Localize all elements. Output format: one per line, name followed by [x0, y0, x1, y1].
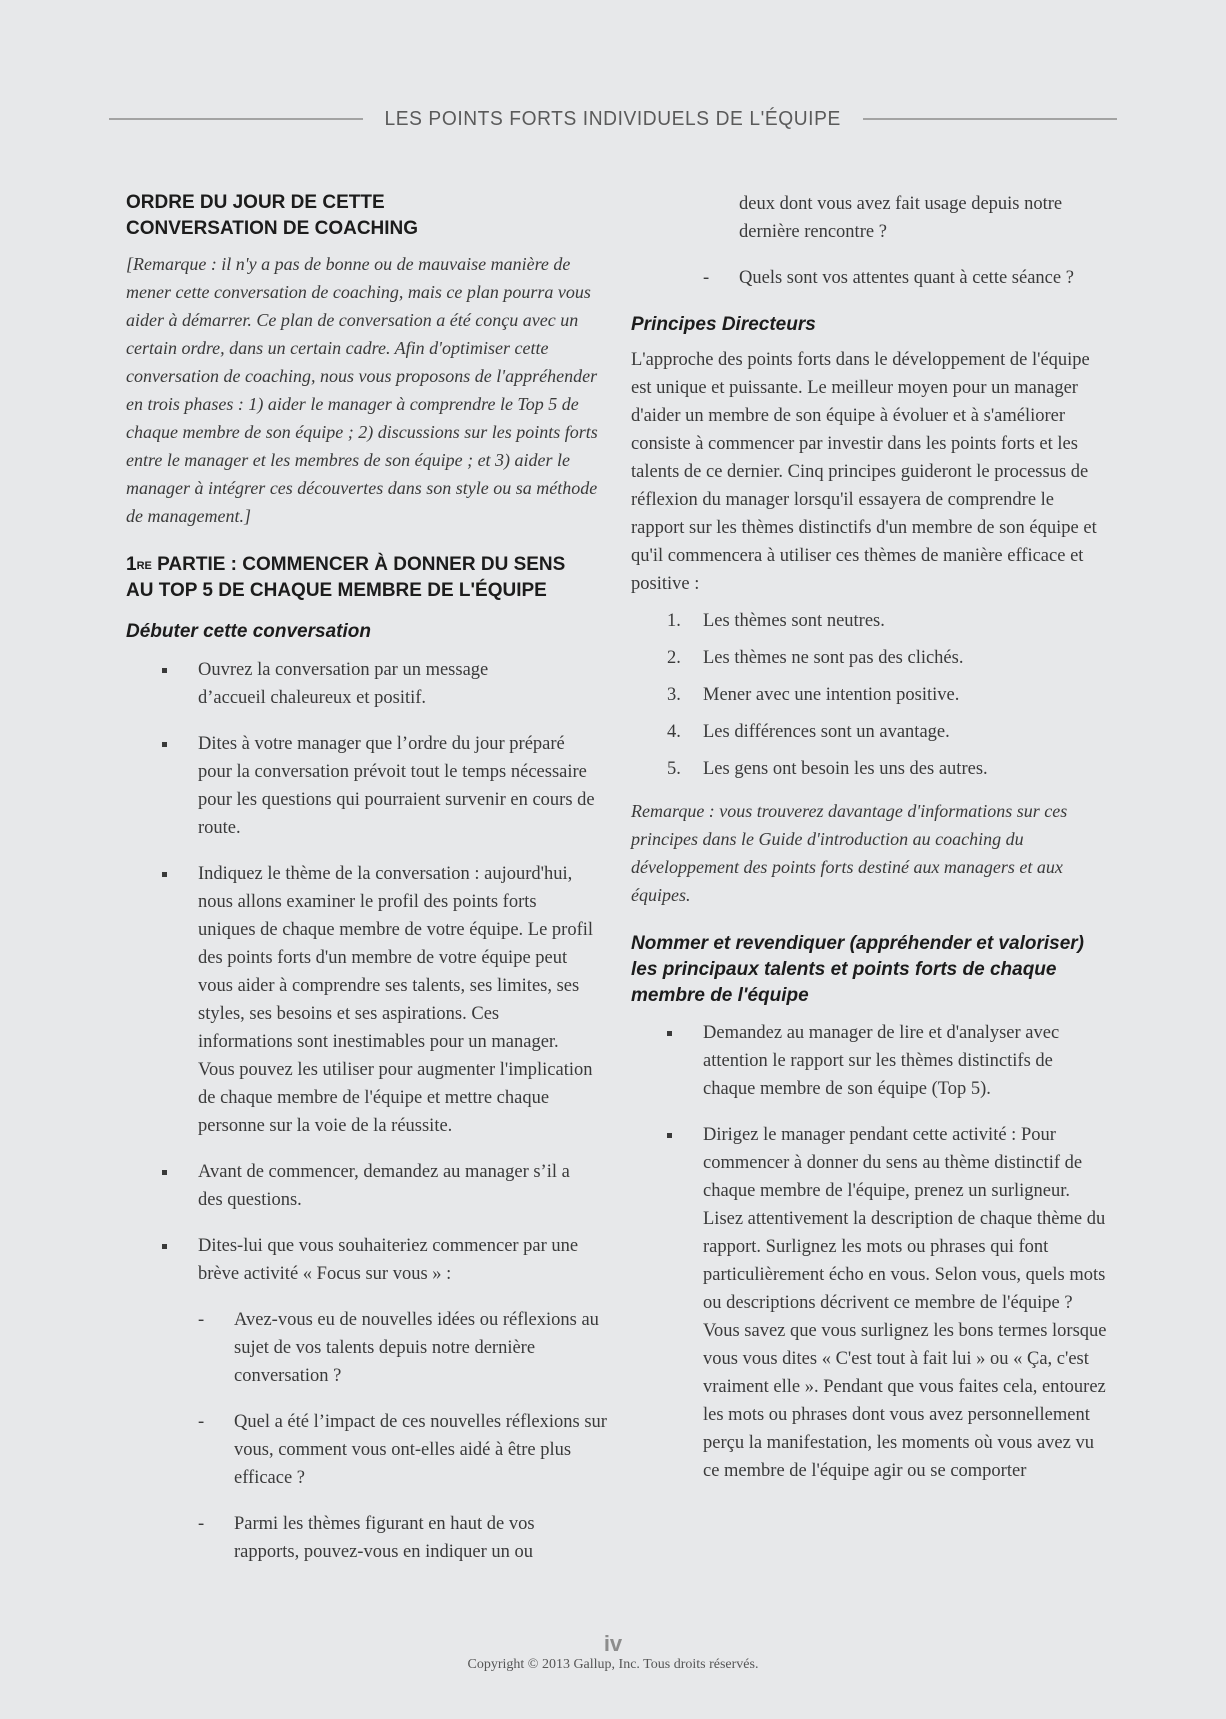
principle-item [631, 644, 1121, 672]
part1-number: 1 [126, 554, 137, 575]
principle-text: Mener avec une intention positive. [703, 685, 960, 705]
right-column [631, 190, 1121, 1503]
principle-item [631, 607, 1121, 635]
list-item [126, 860, 616, 1140]
list-item-text: Parmi les thèmes figurant en haut de vos rapports, pouvez-vous en indiquer un ou [234, 1514, 535, 1562]
bullet-icon [162, 742, 167, 747]
list-item [631, 1121, 1121, 1485]
name-claim-bullets [631, 1019, 1121, 1485]
principle-item [631, 755, 1121, 783]
left-column [126, 190, 616, 1584]
principle-number: 5. [667, 759, 681, 779]
list-item [126, 1232, 616, 1288]
list-item [126, 1408, 616, 1492]
principle-number: 2. [667, 648, 681, 668]
principle-item [631, 681, 1121, 709]
name-claim-title: Nommer et revendiquer (appréhender et valoriser) les principaux talents et points forts de chaque membre de l'équipe [631, 933, 1084, 1006]
dash-icon: - [703, 268, 710, 288]
list-item-text: Demandez au manager de lire et d'analyser avec attention le rapport sur les thèmes distinctifs de chaque membre de son équipe (Top 5). [703, 1023, 1060, 1099]
list-item [631, 264, 1121, 292]
dash-icon: - [198, 1514, 205, 1534]
bullet-icon [162, 668, 167, 673]
focus-questions-continued [631, 264, 1121, 292]
list-item-text: Avez-vous eu de nouvelles idées ou réflexions au sujet de vos talents depuis notre dernière conversation ? [234, 1310, 599, 1386]
dash-continuation: deux dont vous avez fait usage depuis notre dernière rencontre ? [739, 194, 1063, 242]
list-item [126, 730, 616, 842]
header-rule-right [863, 118, 1117, 120]
principles-list [631, 607, 1121, 783]
running-header [109, 104, 1117, 134]
principles-intro: L'approche des points forts dans le développement de l'équipe est unique et puissante. Le meilleur moyen pour un manager d'aider un membre de son équipe à évoluer et à s'améliorer consiste à commencer par investir dans les points forts et les talents de ce dernier. Cinq principes guideront le processus de réflexion du manager lorsqu'il essayera de comprendre le rapport sur les thèmes distinctifs d'un membre de son équipe et qu'il commencera à utiliser ces thèmes de manière efficace et positive : [631, 350, 1097, 594]
dash-icon: - [198, 1412, 205, 1432]
focus-questions [126, 1306, 616, 1566]
list-item-text: Indiquez le thème de la conversation : aujourd'hui, nous allons examiner le profil des points forts uniques de chaque membre de votre équipe. Le profil des points forts d'un membre de votre équipe peut vous aider à comprendre ses talents, ses limites, ses styles, ses besoins et ses aspirations. Ces informations sont inestimables pour un manager. Vous pouvez les utiliser pour augmenter l'implication de chaque membre de l'équipe et mettre chaque personne sur la voie de la réussite. [198, 864, 594, 1136]
bullet-icon [667, 1133, 672, 1138]
bullet-icon [162, 1170, 167, 1175]
bullet-icon [162, 872, 167, 877]
list-item-text: Ouvrez la conversation par un message d’accueil chaleureux et positif. [198, 660, 489, 708]
start-bullets [126, 656, 616, 1288]
principle-number: 3. [667, 685, 681, 705]
list-item-text: Avant de commencer, demandez au manager s’il a des questions. [198, 1162, 570, 1210]
agenda-title-line2: CONVERSATION DE COACHING [126, 218, 419, 239]
list-item-text: Quels sont vos attentes quant à cette séance ? [739, 268, 1074, 288]
principle-item [631, 718, 1121, 746]
part1-line1: PARTIE : COMMENCER À DONNER DU SENS [151, 554, 566, 575]
principles-title: Principes Directeurs [631, 314, 816, 335]
header-title: LES POINTS FORTS INDIVIDUELS DE L'ÉQUIPE [384, 107, 842, 130]
list-item [126, 1158, 616, 1214]
part1-title [126, 552, 616, 604]
list-item [126, 1306, 616, 1390]
principle-text: Les différences sont un avantage. [703, 722, 950, 742]
bullet-icon [667, 1031, 672, 1036]
agenda-note: [Remarque : il n'y a pas de bonne ou de mauvaise manière de mener cette conversation de coaching, mais ce plan pourra vous aider à démarrer. Ce plan de conversation a été conçu avec un certain ordre, dans un certain cadre. Afin d'optimiser cette conversation de coaching, nous vous proposons de l'appréhender en trois phases : 1) aider le manager à comprendre le Top 5 de chaque membre de son équipe ; 2) discussions sur les points forts entre le manager et les membres de son équipe ; et 3) aider le manager à intégrer ces découvertes dans son style ou sa méthode de management.] [126, 254, 598, 526]
list-item [631, 1019, 1121, 1103]
principle-text: Les gens ont besoin les uns des autres. [703, 759, 988, 779]
page-number: iv [603, 1631, 623, 1656]
list-item [126, 656, 616, 712]
part1-line2: AU TOP 5 DE CHAQUE MEMBRE DE L'ÉQUIPE [126, 580, 547, 601]
list-item [126, 1510, 616, 1566]
principles-note: Remarque : vous trouverez davantage d'informations sur ces principes dans le Guide d'introduction au coaching du développement des points forts destiné aux managers et aux équipes. [631, 801, 1068, 905]
part1-sup: RE [136, 560, 152, 572]
list-item-text: Quel a été l’impact de ces nouvelles réflexions sur vous, comment vous ont-elles aidé à être plus efficace ? [234, 1412, 607, 1488]
list-item-text: Dites à votre manager que l’ordre du jour préparé pour la conversation prévoit tout le temps nécessaire pour les questions qui pourraient survenir en cours de route. [198, 734, 595, 838]
dash-icon: - [198, 1310, 205, 1330]
agenda-title [126, 190, 616, 242]
header-rule-left [109, 118, 363, 120]
agenda-title-line1: ORDRE DU JOUR DE CETTE [126, 192, 385, 213]
start-conversation-title: Débuter cette conversation [126, 621, 371, 642]
list-item-text: Dites-lui que vous souhaiteriez commencer par une brève activité « Focus sur vous » : [198, 1236, 579, 1284]
principle-number: 4. [667, 722, 681, 742]
copyright: Copyright © 2013 Gallup, Inc. Tous droits réservés. [467, 1657, 759, 1672]
principle-text: Les thèmes ne sont pas des clichés. [703, 648, 964, 668]
principle-number: 1. [667, 611, 681, 631]
list-item-text: Dirigez le manager pendant cette activité : Pour commencer à donner du sens au thème distinctif de chaque membre de l'équipe, prenez un surligneur. Lisez attentivement la description de chaque thème du rapport. Surlignez les mots ou phrases qui font particulièrement écho en vous. Selon vous, quels mots ou descriptions décrivent ce membre de l'équipe ? Vous savez que vous surlignez les bons termes lorsque vous vous dites « C'est tout à fait lui » ou « Ça, c'est vraiment elle ». Pendant que vous faites cela, entourez les mots ou phrases dont vous avez personnellement perçu la manifestation, les moments où vous avez vu ce membre de l'équipe agir ou se comporter [703, 1125, 1107, 1481]
bullet-icon [162, 1244, 167, 1249]
principle-text: Les thèmes sont neutres. [703, 611, 885, 631]
